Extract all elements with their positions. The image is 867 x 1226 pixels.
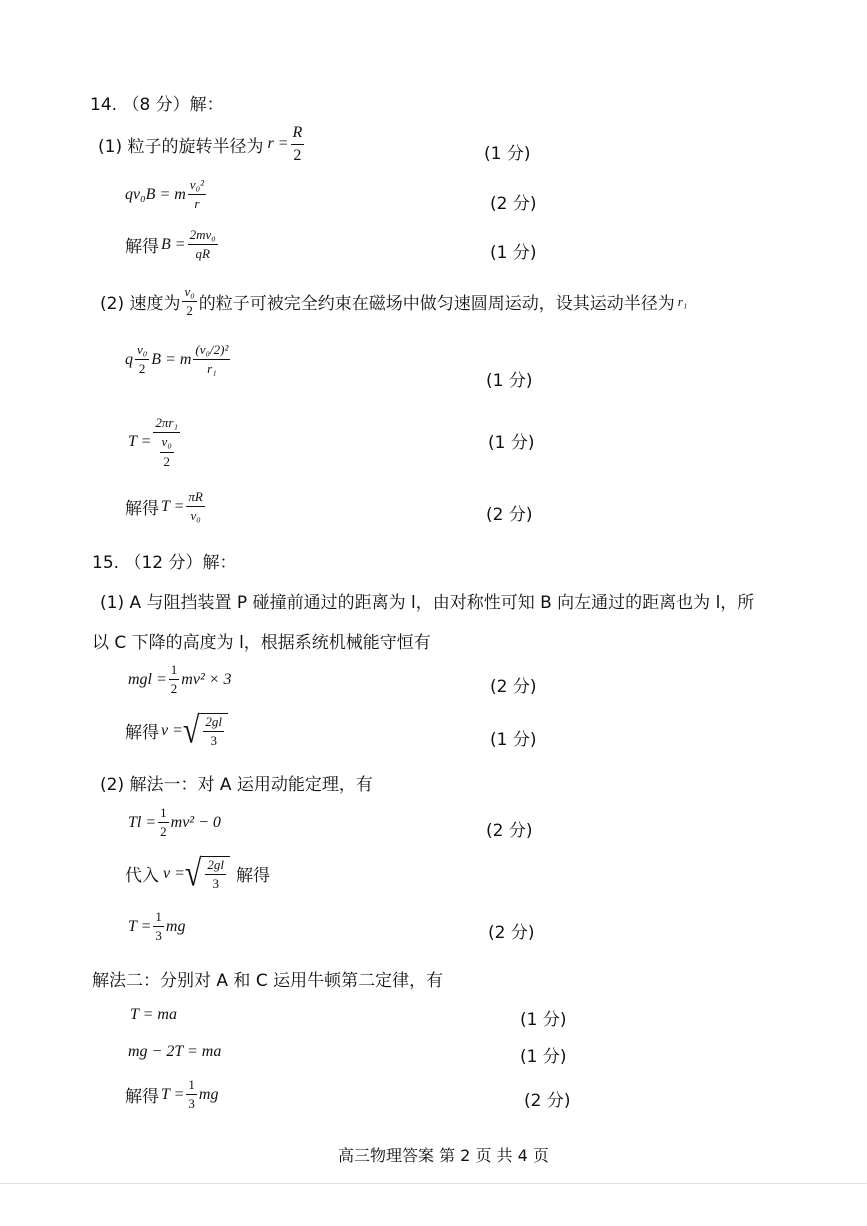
q14-score-1a: (1 分) (484, 144, 531, 164)
q15-eq-work: Tl = $\frac{1}{2}$ mv² − 0 (128, 805, 221, 840)
q15-p1-line2: 以 C 下降的高度为 l，根据系统机械能守恒有 (92, 633, 431, 653)
fraction-one-half: $\frac{1}{2}$ (170, 662, 178, 697)
q15-score-2b: (2 分) (488, 923, 535, 943)
q14-header: 14. （8 分）解： (90, 95, 224, 115)
fraction-v0-over-2: $\frac{\text{v₀}}{2}$ (184, 284, 195, 319)
fraction-v0half-sq-over-r1: $\frac{\text{(v₀/2)²}}{\text{r₁}}$ (195, 342, 229, 377)
q15-score-2d: (1 分) (520, 1047, 567, 1067)
q15-substitute-line: 代入 v = √ $\frac{2gl}{3}$ 解得 (125, 852, 270, 894)
q15-eq-T-ma: T = ma (130, 1006, 177, 1023)
page-bottom-divider (0, 1183, 867, 1184)
q15-eq-T-method1: T = $\frac{1}{3}$ mg (128, 909, 186, 944)
page-footer: 高三物理答案 第 2 页 共 4 页 (338, 1146, 549, 1165)
q14-p1-label: (1) 粒子的旋转半径为 (98, 136, 264, 157)
q15-header: 15. （12 分）解： (92, 553, 237, 573)
r-equals: r = (267, 135, 289, 153)
q14-score-1b: (2 分) (490, 194, 537, 214)
q14-score-2b: (1 分) (488, 433, 535, 453)
q15-score-2c: (1 分) (520, 1010, 567, 1030)
q15-score-2e: (2 分) (524, 1091, 571, 1111)
fraction-R-over-2: $\frac{R}{2}$ (292, 124, 303, 164)
q15-eq-v: 解得 v = √ $\frac{2gl}{3}$ (125, 713, 228, 749)
q14-score-2a: (1 分) (486, 371, 533, 391)
q14-eq-T-result: 解得 T = $\frac{\pi R}{\text{v₀}}$ (125, 489, 203, 524)
q14-eq-B: 解得 B = $\frac{\text{2mv₀}}{qR}$ (125, 227, 216, 262)
sqrt-2gl-over-3: √ $\frac{2gl}{3}$ (183, 713, 228, 749)
q14-p2-line: (2) 速度为 $\frac{\text{v₀}}{2}$ 的粒子可被完全约束在磁场中做匀速圆周运动，设其运动半径为 r₁ (100, 284, 688, 319)
q15-eq-energy: mgl = $\frac{1}{2}$ mv² × 3 (128, 662, 232, 697)
q15-p1-line1: (1) A 与阻挡装置 P 碰撞前通过的距离为 l，由对称性可知 B 向左通过的距离也为 l，所 (100, 593, 755, 613)
q15-score-1b: (1 分) (490, 730, 537, 750)
q15-score-1a: (2 分) (490, 677, 537, 697)
q15-eq-mg-2T: mg − 2T = ma (128, 1043, 222, 1060)
fraction-2mv0-over-qR: $\frac{\text{2mv₀}}{qR}$ (189, 227, 216, 262)
q14-eq-half-speed: q $\frac{\text{v₀}}{2}$ B = m $\frac{\text{(v₀/2)²}}{\text{r₁}}$ (125, 342, 229, 377)
q15-score-2a: (2 分) (486, 821, 533, 841)
q15-method1-label: (2) 解法一：对 A 运用动能定理，有 (100, 775, 373, 795)
q15-method2-label: 解法二：分别对 A 和 C 运用牛顿第二定律，有 (92, 971, 444, 991)
q14-score-2c: (2 分) (486, 505, 533, 525)
fraction-piR-over-v0: $\frac{\pi R}{\text{v₀}}$ (188, 489, 203, 524)
q14-eq-period: T = $\frac{\text{2πr₁}}{\frac{\text{v₀}}{2}}$ (128, 415, 178, 469)
fraction-one-third: $\frac{1}{3}$ (155, 909, 162, 944)
fraction-2pir1-over-v0half: $\frac{\text{2πr₁}}{\frac{\text{v₀}}{2}}$ (155, 415, 178, 469)
fraction-v0sq-over-r: $\frac{\text{v₀²}}{r}$ (189, 177, 204, 212)
q14-score-1c: (1 分) (490, 243, 537, 263)
q14-eq-force: qv₀B = m $\frac{\text{v₀²}}{r}$ (125, 177, 204, 212)
q14-p1-line (98, 124, 306, 164)
q15-eq-T-method2: 解得 T = $\frac{1}{3}$ mg (125, 1077, 219, 1112)
